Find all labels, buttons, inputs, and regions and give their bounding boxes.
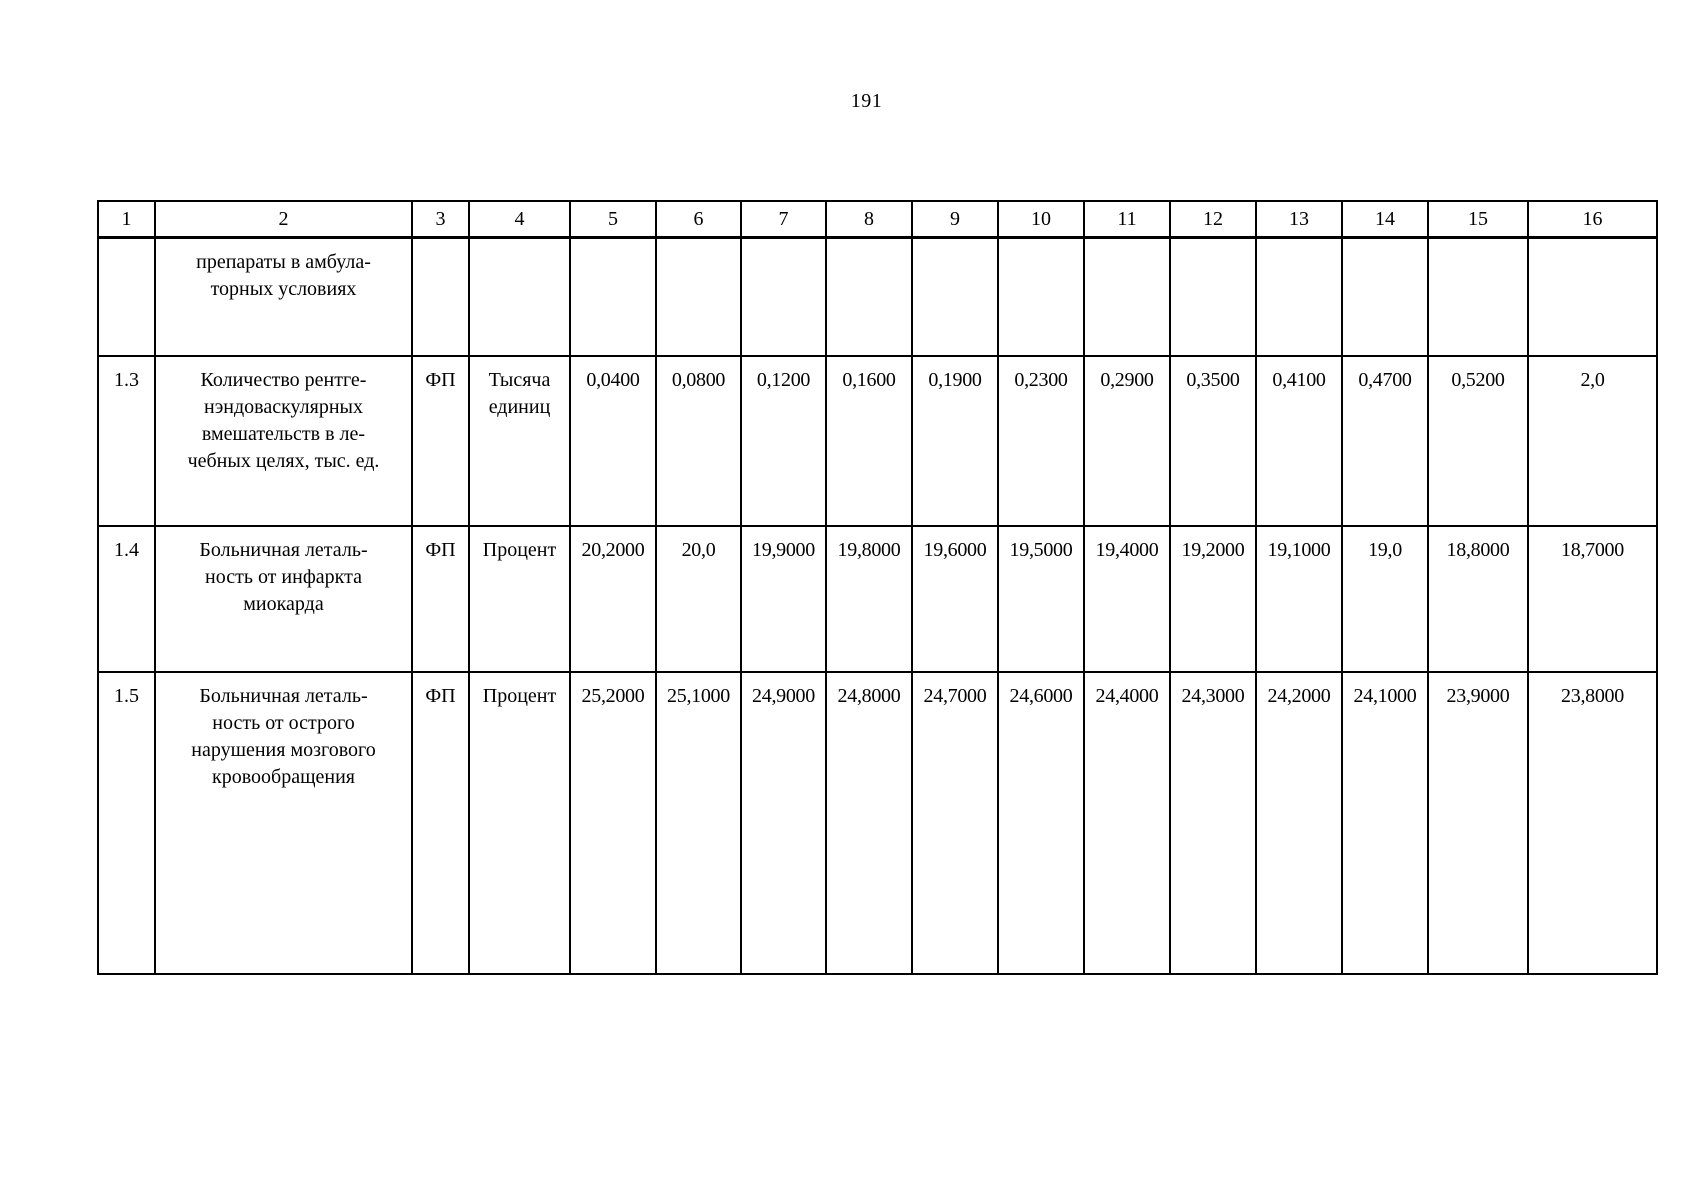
column-header: 8 bbox=[826, 201, 912, 238]
value-cell: 23,9000 bbox=[1428, 672, 1528, 974]
value-cell bbox=[912, 238, 998, 357]
value-cell: 0,0400 bbox=[570, 356, 656, 526]
value-cell bbox=[998, 238, 1084, 357]
value-cell bbox=[656, 238, 741, 357]
value-cell: 24,6000 bbox=[998, 672, 1084, 974]
row-number-cell bbox=[98, 238, 155, 357]
value-cell: 24,1000 bbox=[1342, 672, 1428, 974]
source-cell: ФП bbox=[412, 526, 469, 672]
column-header: 2 bbox=[155, 201, 412, 238]
value-cell bbox=[1256, 238, 1342, 357]
unit-cell: Тысяча единиц bbox=[469, 356, 570, 526]
value-cell: 0,5200 bbox=[1428, 356, 1528, 526]
value-cell: 19,2000 bbox=[1170, 526, 1256, 672]
value-cell: 18,8000 bbox=[1428, 526, 1528, 672]
value-cell: 0,3500 bbox=[1170, 356, 1256, 526]
value-cell bbox=[1428, 238, 1528, 357]
value-cell bbox=[570, 238, 656, 357]
table-body bbox=[98, 238, 1657, 975]
indicator-table bbox=[97, 200, 1658, 975]
table-row bbox=[98, 526, 1657, 672]
value-cell: 0,4700 bbox=[1342, 356, 1428, 526]
column-header: 7 bbox=[741, 201, 826, 238]
indicator-name-cell: Количество рентге- нэндоваскулярных вмешательств в ле- чебных целях, тыс. ед. bbox=[155, 356, 412, 526]
value-cell: 25,1000 bbox=[656, 672, 741, 974]
value-cell bbox=[1084, 238, 1170, 357]
table-header-row bbox=[98, 201, 1657, 238]
column-header: 14 bbox=[1342, 201, 1428, 238]
value-cell bbox=[741, 238, 826, 357]
column-header: 11 bbox=[1084, 201, 1170, 238]
table-row bbox=[98, 356, 1657, 526]
unit-cell bbox=[469, 238, 570, 357]
value-cell: 19,4000 bbox=[1084, 526, 1170, 672]
source-cell bbox=[412, 238, 469, 357]
column-header: 4 bbox=[469, 201, 570, 238]
value-cell: 24,7000 bbox=[912, 672, 998, 974]
value-cell: 20,2000 bbox=[570, 526, 656, 672]
table-row bbox=[98, 238, 1657, 357]
source-cell: ФП bbox=[412, 672, 469, 974]
value-cell: 0,2900 bbox=[1084, 356, 1170, 526]
value-cell bbox=[826, 238, 912, 357]
value-cell: 24,4000 bbox=[1084, 672, 1170, 974]
column-header: 12 bbox=[1170, 201, 1256, 238]
value-cell: 0,1600 bbox=[826, 356, 912, 526]
value-cell bbox=[1528, 238, 1657, 357]
column-header: 6 bbox=[656, 201, 741, 238]
value-cell: 0,1900 bbox=[912, 356, 998, 526]
value-cell: 24,9000 bbox=[741, 672, 826, 974]
column-header: 15 bbox=[1428, 201, 1528, 238]
value-cell bbox=[1170, 238, 1256, 357]
source-cell: ФП bbox=[412, 356, 469, 526]
value-cell: 0,0800 bbox=[656, 356, 741, 526]
unit-cell: Процент bbox=[469, 526, 570, 672]
value-cell: 24,2000 bbox=[1256, 672, 1342, 974]
column-header: 10 bbox=[998, 201, 1084, 238]
value-cell: 2,0 bbox=[1528, 356, 1657, 526]
value-cell: 19,5000 bbox=[998, 526, 1084, 672]
value-cell: 19,1000 bbox=[1256, 526, 1342, 672]
value-cell: 23,8000 bbox=[1528, 672, 1657, 974]
value-cell: 19,8000 bbox=[826, 526, 912, 672]
column-header: 9 bbox=[912, 201, 998, 238]
value-cell: 18,7000 bbox=[1528, 526, 1657, 672]
value-cell: 19,6000 bbox=[912, 526, 998, 672]
indicator-name-cell: препараты в амбула- торных условиях bbox=[155, 238, 412, 357]
row-number-cell: 1.5 bbox=[98, 672, 155, 974]
table-row bbox=[98, 672, 1657, 974]
column-header: 13 bbox=[1256, 201, 1342, 238]
row-number-cell: 1.3 bbox=[98, 356, 155, 526]
value-cell: 0,2300 bbox=[998, 356, 1084, 526]
column-header: 16 bbox=[1528, 201, 1657, 238]
value-cell: 20,0 bbox=[656, 526, 741, 672]
value-cell: 0,1200 bbox=[741, 356, 826, 526]
value-cell: 19,9000 bbox=[741, 526, 826, 672]
page-number: 191 bbox=[850, 90, 883, 112]
indicator-name-cell: Больничная леталь- ность от инфаркта миокарда bbox=[155, 526, 412, 672]
column-header: 1 bbox=[98, 201, 155, 238]
row-number-cell: 1.4 bbox=[98, 526, 155, 672]
column-header: 5 bbox=[570, 201, 656, 238]
column-header: 3 bbox=[412, 201, 469, 238]
value-cell: 19,0 bbox=[1342, 526, 1428, 672]
value-cell bbox=[1342, 238, 1428, 357]
value-cell: 24,3000 bbox=[1170, 672, 1256, 974]
indicator-name-cell: Больничная леталь- ность от острого нарушения мозгового кровообращения bbox=[155, 672, 412, 974]
value-cell: 25,2000 bbox=[570, 672, 656, 974]
value-cell: 24,8000 bbox=[826, 672, 912, 974]
value-cell: 0,4100 bbox=[1256, 356, 1342, 526]
unit-cell: Процент bbox=[469, 672, 570, 974]
